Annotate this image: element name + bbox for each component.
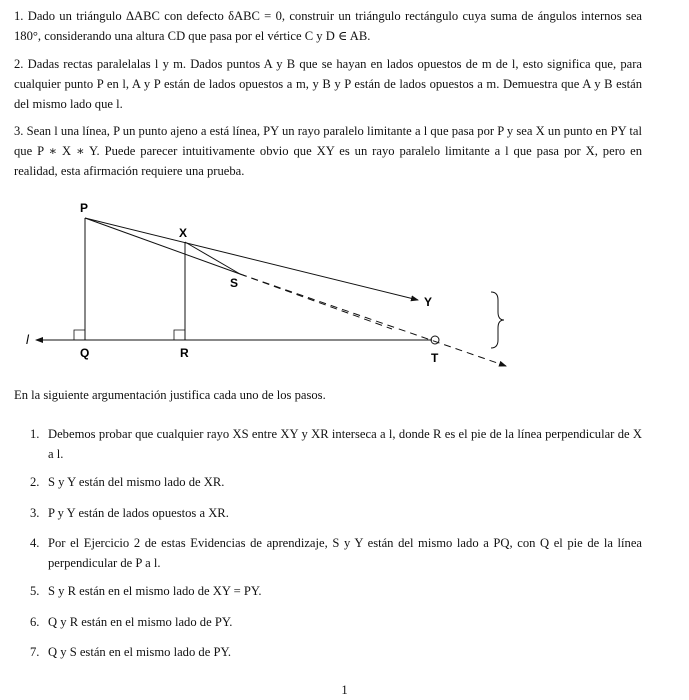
point-t bbox=[431, 336, 439, 344]
step-5 bbox=[30, 581, 642, 601]
label-s: S bbox=[230, 276, 239, 290]
step-6 bbox=[30, 612, 642, 632]
step-1 bbox=[30, 424, 642, 464]
step-3 bbox=[30, 503, 642, 523]
label-t: T bbox=[431, 351, 439, 365]
right-angle-r bbox=[174, 330, 185, 340]
step-2 bbox=[30, 472, 642, 492]
label-x: X bbox=[179, 226, 188, 240]
step-7 bbox=[30, 642, 642, 662]
label-r: R bbox=[180, 346, 189, 360]
exercise-3-paragraph: 3. Sean l una línea, P un punto ajeno a está línea, PY un rayo paralelo limitante a l que pasa por P y sea X un punto en PY tal que P ∗ X ∗ Y. Puede parecer intuitivamente obvio que XY es un rayo paralelo limitante a l que pasa por X, pero en realidad, esta afirmación requiere una prueba. bbox=[14, 124, 642, 178]
step-text: P y Y están de lados opuestos a XR. bbox=[48, 506, 229, 520]
ray-xs bbox=[185, 242, 240, 274]
instructions: En la siguiente argumentación justifica cada uno de los pasos. bbox=[14, 388, 326, 402]
geometry-figure bbox=[14, 186, 514, 376]
exercise-1-paragraph: 1. Dado un triángulo ΔABC con defecto δABC = 0, construir un triángulo rectángulo cuya suma de ángulos internos sea 180°, considerando una altura CD que pasa por el vértice C y D ∈ AB. bbox=[14, 9, 642, 43]
step-number: 3. bbox=[30, 506, 40, 520]
label-y: Y bbox=[424, 295, 433, 309]
step-number: 1. bbox=[30, 427, 40, 441]
step-text: S y Y están del mismo lado de XR. bbox=[48, 475, 225, 489]
step-text: Por el Ejercicio 2 de estas Evidencias de aprendizaje, S y Y están del mismo lado a PQ, con Q el pie de la línea perpendicular de P a l. bbox=[48, 536, 642, 570]
segment-ps bbox=[85, 218, 240, 274]
label-q: Q bbox=[80, 346, 90, 360]
step-4 bbox=[30, 533, 642, 573]
step-text: Q y S están en el mismo lado de PY. bbox=[48, 645, 232, 659]
right-angle-q bbox=[74, 330, 85, 340]
step-number: 4. bbox=[30, 536, 40, 550]
step-number: 2. bbox=[30, 475, 40, 489]
step-number: 5. bbox=[30, 584, 40, 598]
step-text: Debemos probar que cualquier rayo XS entre XY y XR interseca a l, donde R es el pie de la línea perpendicular de X a l. bbox=[48, 427, 642, 461]
brace bbox=[491, 292, 504, 348]
label-l: l bbox=[26, 332, 29, 347]
step-text: Q y R están en el mismo lado de PY. bbox=[48, 615, 233, 629]
step-text: S y R están en el mismo lado de XY = PY. bbox=[48, 584, 262, 598]
label-p: P bbox=[80, 201, 89, 215]
step-number: 7. bbox=[30, 645, 40, 659]
ray-xs-dashed bbox=[240, 274, 506, 366]
page-number: 1 bbox=[341, 683, 348, 697]
exercise-2-paragraph: 2. Dadas rectas paralelalas l y m. Dados puntos A y B que se hayan en lados opuestos de m de l, esto significa que, para cualquier punto P en l, A y P están de lados opuestos a m, y B y P están de lados opuestos a m. Demuestra que A y B están del mismo lado que l. bbox=[14, 57, 642, 111]
ray-py bbox=[85, 218, 418, 300]
step-number: 6. bbox=[30, 615, 40, 629]
